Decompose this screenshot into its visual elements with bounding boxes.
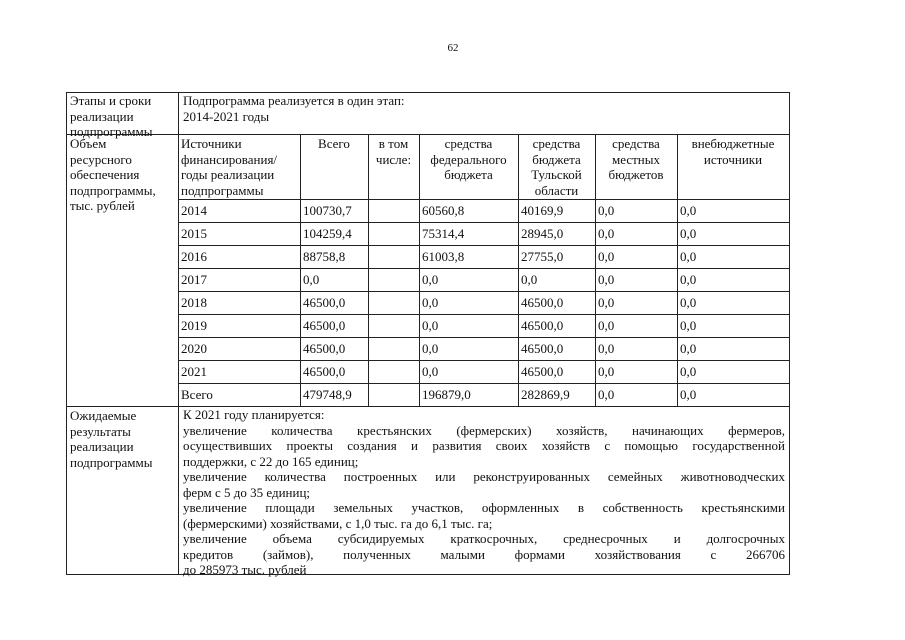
results-text-line: (фермерскими) хозяйствами, с 1,0 тыс. га до 6,1 тыс. га;	[183, 515, 493, 531]
header-regional: средства	[532, 136, 581, 151]
year-row-divider	[178, 337, 789, 338]
funding-label: ресурсного	[70, 151, 132, 167]
year-row-federal: 75314,4	[422, 226, 465, 241]
results-text-line: увеличение количества крестьянских (фермерских) хозяйств, начинающих фермеров,	[183, 422, 785, 438]
year-row-federal: 0,0	[422, 341, 439, 356]
year-row-total: 100730,7	[303, 203, 352, 218]
row-divider	[66, 134, 789, 135]
year-row-federal: 0,0	[422, 295, 439, 310]
header-bottom-border	[178, 199, 789, 200]
year-row-regional: 46500,0	[521, 341, 564, 356]
results-text-line: увеличение площади земельных участков, оформленных в собственность крестьянскими	[183, 500, 785, 515]
year-row-federal: 0,0	[422, 272, 439, 287]
year-row-year: 2019	[181, 318, 207, 333]
year-row-total: 0,0	[303, 272, 320, 287]
table-left-border	[66, 92, 67, 574]
table-top-border	[66, 92, 789, 93]
year-row-local: 0,0	[598, 249, 615, 264]
year-row-extrabudget: 0,0	[680, 272, 697, 287]
column-divider	[677, 134, 678, 406]
year-row-regional: 28945,0	[521, 226, 564, 241]
total-row-total: 479748,9	[303, 387, 352, 402]
year-row-extrabudget: 0,0	[680, 295, 697, 310]
header-regional: бюджета	[532, 151, 581, 167]
year-row-federal: 60560,8	[422, 203, 465, 218]
column-divider	[368, 134, 369, 406]
header-regional: Тульской	[531, 167, 582, 182]
header-federal: бюджета	[444, 167, 493, 182]
column-divider	[419, 134, 420, 406]
total-row-extrabudget: 0,0	[680, 387, 697, 402]
year-row-divider	[178, 383, 789, 384]
year-row-regional: 46500,0	[521, 318, 564, 333]
results-label: реализации	[70, 439, 134, 454]
stages-value: 2014-2021 годы	[183, 108, 270, 124]
results-text-line: ферм с 5 до 35 единиц;	[183, 484, 311, 500]
year-row-divider	[178, 245, 789, 246]
header-sources: финансирования/	[181, 151, 278, 167]
total-row-regional: 282869,9	[521, 387, 570, 402]
year-row-regional: 40169,9	[521, 203, 564, 218]
year-row-divider	[178, 268, 789, 269]
year-row-total: 46500,0	[303, 364, 346, 379]
table-right-border	[789, 92, 790, 575]
year-row-year: 2016	[181, 249, 207, 264]
year-row-regional: 46500,0	[521, 295, 564, 310]
stages-label: реализации	[70, 108, 134, 124]
results-text-line: К 2021 году планируется:	[183, 407, 325, 422]
header-local: бюджетов	[608, 167, 664, 182]
year-row-federal: 61003,8	[422, 249, 465, 264]
results-text-line: увеличение объема субсидируемых краткосрочных, среднесрочных и долгосрочных	[183, 531, 785, 546]
total-row-year: Всего	[181, 387, 213, 402]
funding-label: тыс. рублей	[70, 198, 135, 213]
header-sources: подпрограммы	[181, 182, 264, 198]
year-row-year: 2017	[181, 272, 207, 287]
stages-label: подпрограммы	[70, 124, 153, 139]
results-label: Ожидаемые	[70, 408, 137, 423]
year-row-divider	[178, 222, 789, 223]
year-row-year: 2014	[181, 203, 207, 218]
year-row-total: 88758,8	[303, 249, 346, 264]
results-text-line: увеличение количества построенных или реконструированных семейных животноводческих	[183, 469, 785, 484]
year-row-local: 0,0	[598, 226, 615, 241]
results-text-line: поддержки, с 22 до 165 единиц;	[183, 453, 359, 469]
header-local: местных	[612, 151, 660, 167]
header-sources: годы реализации	[181, 167, 275, 182]
header-federal: средства	[444, 136, 493, 151]
header-federal: федерального	[430, 151, 507, 167]
year-row-year: 2021	[181, 364, 207, 379]
year-row-regional: 0,0	[521, 272, 538, 287]
year-row-divider	[178, 314, 789, 315]
year-row-extrabudget: 0,0	[680, 226, 697, 241]
year-row-total: 46500,0	[303, 341, 346, 356]
header-sources: Источники	[181, 136, 242, 151]
year-row-extrabudget: 0,0	[680, 318, 697, 333]
year-row-local: 0,0	[598, 203, 615, 218]
year-row-local: 0,0	[598, 341, 615, 356]
year-row-total: 46500,0	[303, 318, 346, 333]
header-total: Всего	[318, 136, 350, 151]
year-row-divider	[178, 291, 789, 292]
header-including: в том	[378, 136, 409, 151]
results-label: результаты	[70, 423, 131, 439]
column-divider	[595, 134, 596, 406]
header-including: числе:	[375, 151, 412, 167]
year-row-year: 2018	[181, 295, 207, 310]
header-extrabudget: источники	[703, 151, 763, 167]
stages-value: Подпрограмма реализуется в один этап:	[183, 93, 405, 108]
funding-label: Объем	[70, 136, 107, 151]
results-label: подпрограммы	[70, 454, 153, 470]
stages-label: Этапы и сроки	[70, 93, 152, 108]
year-row-extrabudget: 0,0	[680, 249, 697, 264]
total-row-local: 0,0	[598, 387, 615, 402]
year-row-total: 46500,0	[303, 295, 346, 310]
year-row-regional: 46500,0	[521, 364, 564, 379]
header-regional: области	[534, 182, 579, 198]
year-row-local: 0,0	[598, 318, 615, 333]
page-number: 62	[447, 42, 459, 54]
year-row-local: 0,0	[598, 295, 615, 310]
funding-label: подпрограммы,	[70, 182, 156, 198]
column-divider	[518, 134, 519, 406]
year-row-federal: 0,0	[422, 364, 439, 379]
total-row-federal: 196879,0	[422, 387, 471, 402]
year-row-federal: 0,0	[422, 318, 439, 333]
results-text-line: до 285973 тыс. рублей	[183, 562, 307, 577]
column-divider	[178, 92, 179, 574]
results-text-line: осуществивших проекты создания и развития своих хозяйств с помощью государственной	[183, 438, 785, 453]
funding-label: обеспечения	[70, 167, 140, 182]
year-row-local: 0,0	[598, 364, 615, 379]
year-row-divider	[178, 360, 789, 361]
header-extrabudget: внебюджетные	[691, 136, 775, 151]
year-row-regional: 27755,0	[521, 249, 564, 264]
year-row-total: 104259,4	[303, 226, 352, 241]
header-local: средства	[612, 136, 660, 151]
year-row-extrabudget: 0,0	[680, 203, 697, 218]
column-divider	[300, 134, 301, 406]
year-row-year: 2020	[181, 341, 207, 356]
year-row-extrabudget: 0,0	[680, 341, 697, 356]
year-row-extrabudget: 0,0	[680, 364, 697, 379]
results-text-line: кредитов (займов), полученных малыми формами хозяйствования с 266706	[183, 546, 785, 562]
year-row-local: 0,0	[598, 272, 615, 287]
year-row-year: 2015	[181, 226, 207, 241]
